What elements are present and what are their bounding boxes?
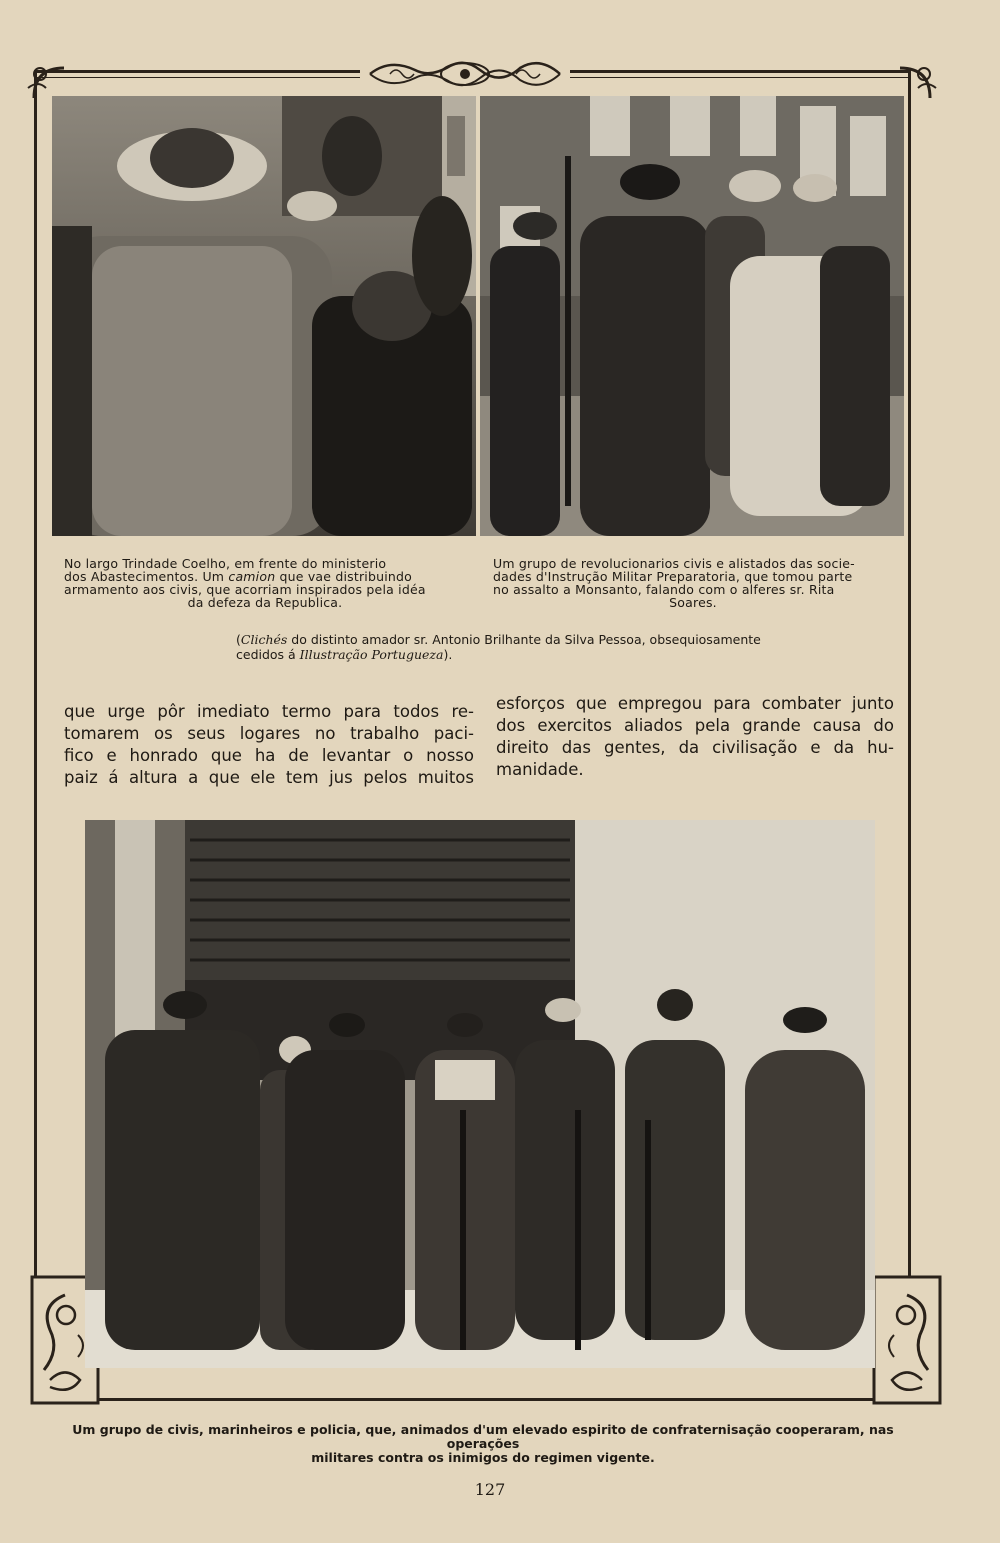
frame-left-border <box>34 70 40 1400</box>
top-cartouche-ornament-icon <box>360 56 570 92</box>
credit-italic-publication: Illustração Portugueza <box>299 647 444 662</box>
body-left-line1: que urge pôr imediato termo para todos re- <box>64 702 474 721</box>
photo-credit <box>236 632 896 662</box>
frame-bottom-border <box>34 1395 908 1401</box>
bottom-right-ornament-icon <box>872 1275 942 1405</box>
credit-text2: cedidos á <box>236 647 300 662</box>
caption-left-line3: armamento aos civis, que acorriam inspirados pela idéa <box>64 582 426 597</box>
photo-group-portrait <box>85 820 875 1368</box>
photo-revolutionaries-group-icon <box>480 96 904 536</box>
caption-group-portrait <box>38 1423 928 1465</box>
body-text-column-left <box>64 701 474 789</box>
body-right-line3: direito das gentes, da civilisação e da hu- <box>496 738 894 757</box>
photo-revolutionaries-group <box>480 96 904 536</box>
caption-crowd-truck <box>64 557 466 609</box>
body-right-line4: manidade. <box>496 760 584 779</box>
caption-left-line2b: que vae distribuindo <box>275 569 413 584</box>
caption-left-italic-camion: camion <box>228 569 276 584</box>
caption-right-line3: no assalto a Monsanto, falando com o alferes sr. Rita <box>493 582 835 597</box>
credit-italic-cliches: Clichés <box>240 632 288 647</box>
page-number: 127 <box>474 1480 506 1499</box>
caption-right-line4: Soares. <box>669 595 717 610</box>
body-left-line3: fico e honrado que ha de levantar o nosso <box>64 746 474 765</box>
caption-bottom-line2: militares contra os inimigos do regimen vigente. <box>311 1450 655 1465</box>
caption-right-line1: Um grupo de revolucionarios civis e alistados das socie- <box>493 556 855 571</box>
body-right-line2: dos exercitos aliados pela grande causa do <box>496 716 894 735</box>
photo-crowd-truck <box>52 96 476 536</box>
credit-open-paren: ( <box>236 632 241 647</box>
caption-left-line1: No largo Trindade Coelho, em frente do ministerio <box>64 556 387 571</box>
caption-left-line4: da defeza da Republica. <box>187 595 343 610</box>
body-right-line1: esforços que empregou para combater junto <box>496 694 894 713</box>
caption-revolutionaries <box>493 557 893 609</box>
credit-text1: do distinto amador sr. Antonio Brilhante da Silva Pessoa, obsequiosamente <box>287 632 761 647</box>
body-left-line2: tomarem os seus logares no trabalho paci- <box>64 724 474 743</box>
caption-left-line2a: dos Abastecimentos. Um <box>64 569 229 584</box>
photo-crowd-truck-icon <box>52 96 476 536</box>
caption-right-line2: dades d'Instrução Militar Preparatoria, que tomou parte <box>493 569 853 584</box>
frame-right-border <box>905 70 911 1400</box>
photo-group-portrait-icon <box>85 820 875 1368</box>
body-text-column-right <box>496 693 894 781</box>
body-left-line4: paiz á altura a que ele tem jus pelos muitos <box>64 768 474 787</box>
caption-bottom-line1: Um grupo de civis, marinheiros e policia, que, animados d'um elevado espirito de confraternisação cooperaram, nas operações <box>72 1422 894 1451</box>
credit-close: ). <box>443 647 453 662</box>
